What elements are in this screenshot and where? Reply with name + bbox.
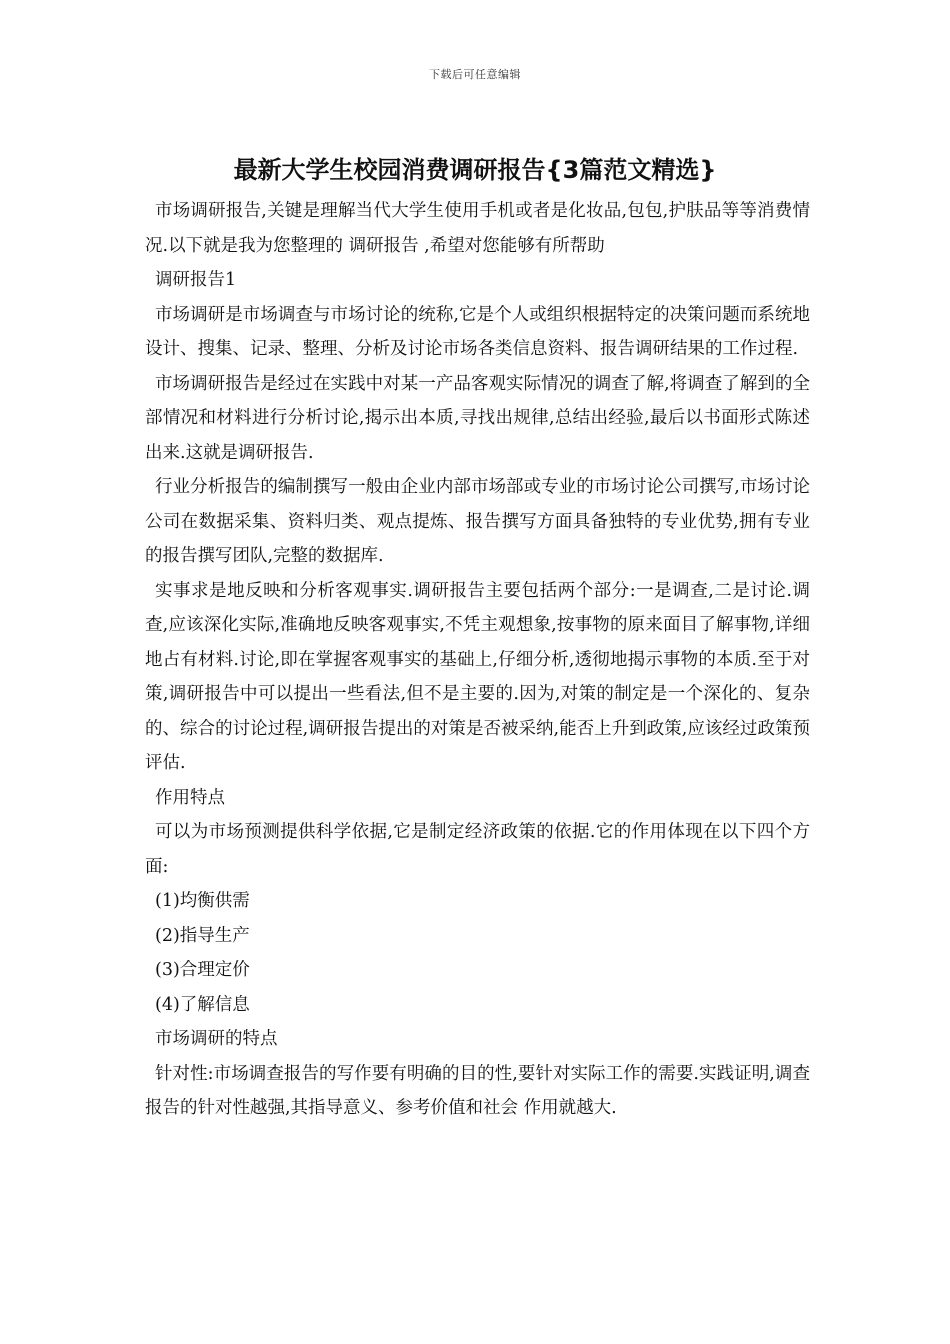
- document-title: 最新大学生校园消费调研报告{3篇范文精选}: [233, 156, 717, 184]
- list-item-4: (4)了解信息: [155, 994, 250, 1015]
- section-heading-report-1: 调研报告1: [155, 270, 237, 290]
- paragraph-report-meaning: 市场调研报告是经过在实践中对某一产品客观实际情况的调查了解,将调查了解到的全部情况和材料进行分析讨论,揭示出本质,寻找出规律,总结出经验,最后以书面形式陈述出来.这就是调研报告.: [145, 373, 810, 463]
- list-item-1: (1)均衡供需: [155, 891, 250, 911]
- list-item-2: (2)指导生产: [155, 925, 250, 946]
- paragraph-industry-analysis: 行业分析报告的编制撰写一般由企业内部市场部或专业的市场讨论公司撰写,市场讨论公司在数据采集、资料归类、观点提炼、报告撰写方面具备独特的专业优势,拥有专业的报告撰写团队,完整的数据库.: [145, 477, 810, 566]
- paragraph-intro: 市场调研报告,关键是理解当代大学生使用手机或者是化妆品,包包,护肤品等等消费情况.以下就是我为您整理的 调研报告 ,希望对您能够有所帮助: [145, 201, 810, 256]
- paragraph-facts: 实事求是地反映和分析客观事实.调研报告主要包括两个部分:一是调查,二是讨论.调查,应该深化实际,准确地反映客观事实,不凭主观想象,按事物的原来面目了解事物,详细地占有材料.讨论,即在掌握客观事实的基础上,仔细分析,透彻地揭示事物的本质.至于对策,调研报告中可以提出一些看法,但不是主要的.因为,对策的制定是一个深化的、复杂的、综合的讨论过程,调研报告提出的对策是否被采纳,能否上升到政策,应该经过政策预评估.: [145, 580, 810, 773]
- paragraph-pertinence: 针对性:市场调查报告的写作要有明确的目的性,要针对实际工作的需要.实践证明,调查报告的针对性越强,其指导意义、参考价值和社会 作用就越大.: [145, 1063, 810, 1118]
- paragraph-function: 可以为市场预测提供科学依据,它是制定经济政策的依据.它的作用体现在以下四个方面:: [145, 822, 810, 877]
- paragraph-definition: 市场调研是市场调查与市场讨论的统称,它是个人或组织根据特定的决策问题而系统地设计、搜集、记录、整理、分析及讨论市场各类信息资料、报告调研结果的工作过程.: [145, 304, 810, 359]
- document-body: [145, 194, 810, 1126]
- section-heading-function: 作用特点: [155, 787, 225, 808]
- section-heading-features: 市场调研的特点: [155, 1029, 278, 1049]
- header-note: 下载后可任意编辑: [429, 68, 521, 81]
- list-item-3: (3)合理定价: [155, 960, 250, 980]
